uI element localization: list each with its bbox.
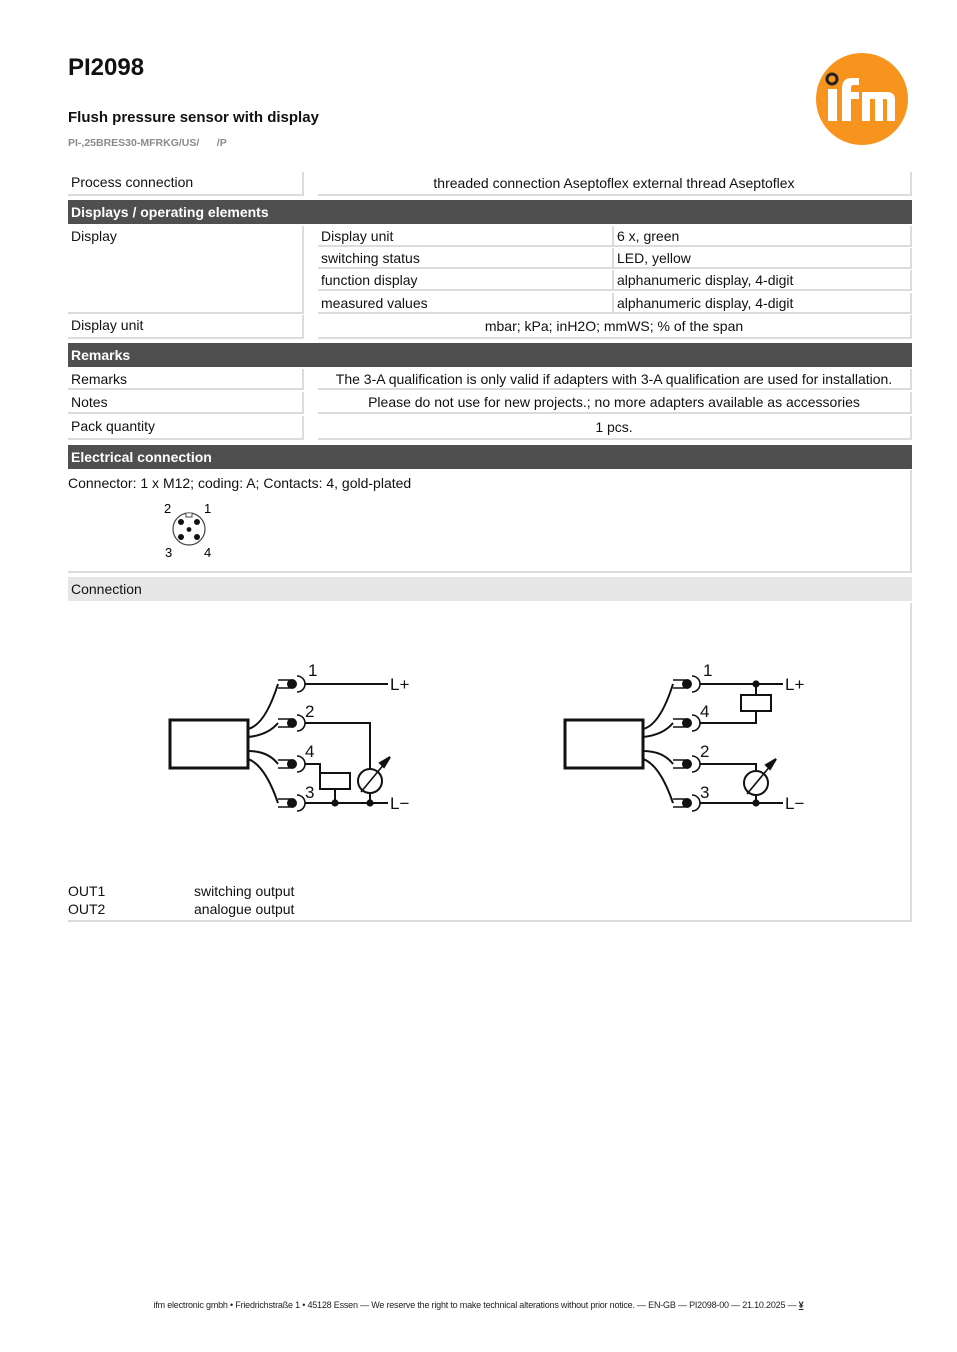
display-row-value: 6 x, green [614,226,912,247]
page-title: PI2098 [68,54,145,81]
legend-key: OUT2 [68,901,106,917]
pin-label: 2 [164,501,172,516]
wire-label: 4 [700,702,710,721]
wire-label: 4 [305,742,315,761]
page-footer [0,1300,957,1310]
footer-text: ifm electronic gmbh • Friedrichstraße 1 • 45128 Essen — We reserve the right to make technical alterations without prior notice. — EN-GB — PI2098-00 — 21.10.2025 — [153,1300,797,1310]
display-row-value: alphanumeric display, 4-digit [614,270,912,291]
display-unit-value: mbar; kPa; inH2O; mmWS; % of the span [318,315,912,339]
legend-value: analogue output [194,901,295,917]
wire-label: 3 [700,783,710,802]
footer-mark: ¥ [798,1300,804,1310]
display-unit-label: Display unit [68,315,304,339]
wire-label: 2 [305,702,315,721]
legend-key: OUT1 [68,883,106,899]
section-remarks: Remarks [68,343,912,367]
wire-label: 1 [308,661,318,680]
legend-value: switching output [194,883,295,899]
pin-label: 4 [204,545,212,560]
wiring-diagram-right [555,655,815,820]
wire-label: 2 [700,742,710,761]
notes-value: Please do not use for new projects.; no more adapters available as accessories [318,392,912,414]
ifm-logo [815,52,909,146]
display-row-value: LED, yellow [614,248,912,269]
display-row-name: measured values [318,293,614,314]
section-displays: Displays / operating elements [68,200,912,224]
display-row-value: alphanumeric display, 4-digit [614,293,912,314]
supply-plus-label: L+ [390,675,410,694]
display-row-name: switching status [318,248,614,269]
display-row-name: function display [318,270,614,291]
process-connection-value: threaded connection Aseptoflex external thread Aseptoflex [318,172,912,196]
notes-label: Notes [68,392,304,414]
remarks-value: The 3-A qualification is only valid if adapters with 3-A qualification are used for installation. [318,369,912,390]
connector-text: Connector: 1 x M12; coding: A; Contacts: 4, gold-plated [68,475,412,491]
display-label: Display [68,226,304,314]
pack-quantity-label: Pack quantity [68,416,304,440]
m12-pinout-icon [158,498,222,564]
pack-quantity-value: 1 pcs. [318,416,912,440]
remarks-label: Remarks [68,369,304,390]
pin-label: 3 [165,545,173,560]
wire-label: 3 [305,783,315,802]
connection-bar: Connection [68,577,912,601]
display-row-name: Display unit [318,226,614,247]
wire-label: 1 [703,661,713,680]
supply-minus-label: L− [390,794,410,813]
pin-label: 1 [204,501,212,516]
supply-minus-label: L− [785,794,805,813]
wiring-diagram-left [160,655,420,820]
section-electrical: Electrical connection [68,445,912,469]
order-code: PI-,25BRES30-MFRKG/US/ /P [68,137,227,149]
process-connection-label: Process connection [68,172,304,196]
product-subtitle: Flush pressure sensor with display [68,109,319,126]
supply-plus-label: L+ [785,675,805,694]
